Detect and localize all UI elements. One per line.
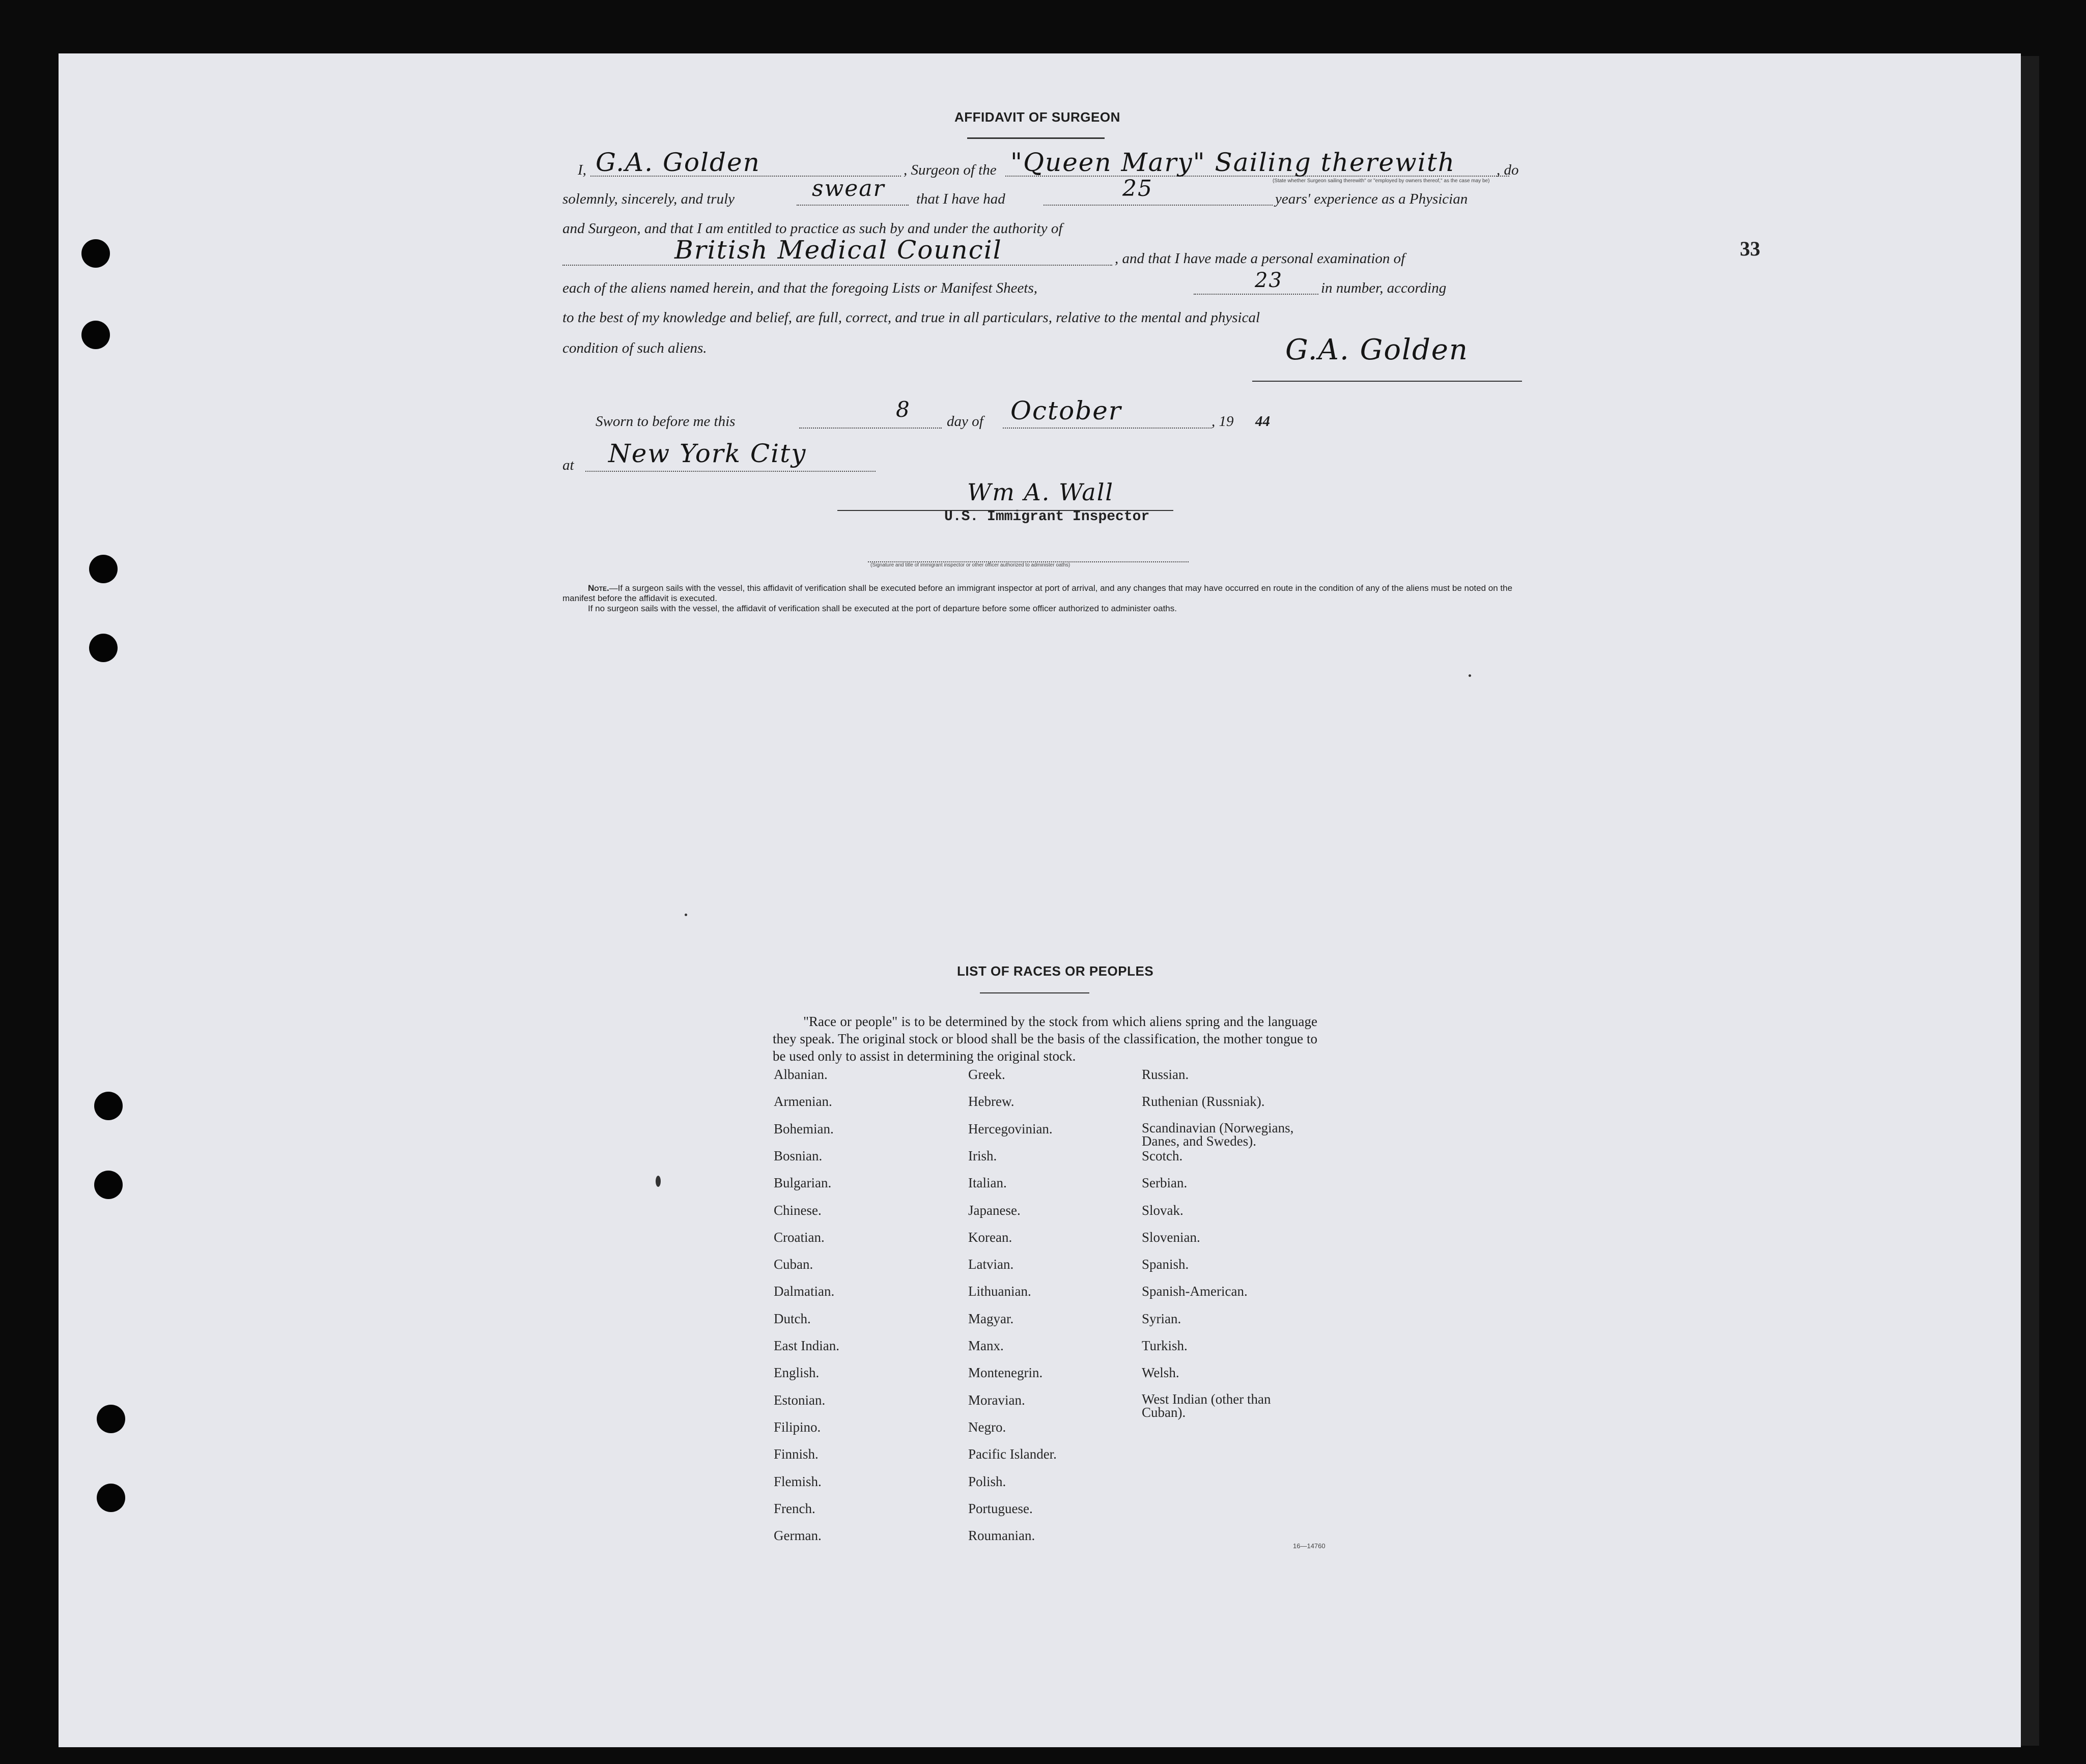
race-item: Turkish. — [1142, 1338, 1188, 1353]
note-text-1: —If a surgeon sails with the vessel, this affidavit of verification shall be executed before an immigrant inspector at port of arrival, and any changes that may have occurred en route in the condition of any of the aliens must be noted on the manifest before the affidavit is executed. — [562, 583, 1513, 603]
place-name: New York City — [608, 439, 807, 468]
race-item: Portuguese. — [968, 1501, 1033, 1516]
race-item: Bohemian. — [774, 1121, 834, 1136]
binder-hole — [97, 1405, 125, 1433]
race-item: Lithuanian. — [968, 1284, 1031, 1299]
years-experience: 25 — [1122, 176, 1153, 202]
line5-prefix: each of the aliens named herein, and that the foregoing Lists or Manifest Sheets, — [562, 280, 1037, 296]
race-item: German. — [774, 1528, 822, 1543]
form-code: 16—14760 — [1293, 1542, 1326, 1550]
race-item: East Indian. — [774, 1338, 839, 1353]
race-item: Chinese. — [774, 1203, 822, 1218]
race-item: Japanese. — [968, 1203, 1021, 1218]
surgeon-name: G.A. Golden — [596, 148, 760, 177]
race-item: Italian. — [968, 1175, 1007, 1190]
races-title: LIST OF RACES OR PEOPLES — [957, 963, 1154, 979]
surgeon-signature: G.A. Golden — [1285, 333, 1469, 366]
race-item: West Indian (other than Cuban). — [1142, 1391, 1271, 1420]
races-intro: "Race or people" is to be determined by the stock from which aliens spring and the language they speak. The original stock or blood shall be the basis of the classification, the mother tongue to be used only to assist in determining the original stock. — [773, 1014, 1317, 1064]
sheets-count: 23 — [1255, 269, 1283, 292]
race-item: Manx. — [968, 1338, 1004, 1353]
line2-prefix: solemnly, sincerely, and truly — [562, 191, 735, 207]
race-item: Dutch. — [774, 1311, 811, 1326]
oath-line — [797, 205, 909, 206]
race-item: Montenegrin. — [968, 1365, 1043, 1380]
title-underline — [967, 137, 1105, 139]
race-item: Welsh. — [1142, 1365, 1179, 1380]
line1-prefix: I, — [578, 162, 586, 178]
affidavit-title: AFFIDAVIT OF SURGEON — [954, 109, 1120, 125]
race-item: Bosnian. — [774, 1148, 823, 1163]
scan-speck — [1469, 674, 1471, 677]
race-item: Estonian. — [774, 1392, 826, 1408]
races-title-underline — [980, 992, 1089, 993]
binder-hole — [97, 1484, 125, 1512]
years-line — [1044, 205, 1273, 206]
place-line — [585, 471, 876, 472]
signature-caption: (Signature and title of immigrant inspector or other officer authorized to administer oaths) — [870, 562, 1070, 568]
race-item: Spanish-American. — [1142, 1284, 1248, 1299]
surgeon-of-label: , Surgeon of the — [904, 162, 997, 178]
binder-hole — [94, 1092, 123, 1120]
race-item: Negro. — [968, 1419, 1006, 1435]
inspector-title: U.S. Immigrant Inspector — [944, 509, 1150, 525]
line5-suffix: in number, according — [1321, 280, 1447, 296]
race-item: Latvian. — [968, 1257, 1014, 1272]
race-item: Armenian. — [774, 1094, 832, 1109]
race-item: English. — [774, 1365, 820, 1380]
signature-line — [1252, 381, 1522, 382]
line6: to the best of my knowledge and belief, are full, correct, and true in all particulars, relative to the mental and physical — [562, 309, 1260, 326]
race-item: Magyar. — [968, 1311, 1014, 1326]
line3: and Surgeon, and that I am entitled to practice as such by and under the authority of — [562, 220, 1063, 237]
day-line — [799, 428, 942, 429]
authority-name: British Medical Council — [674, 235, 1002, 265]
race-item: Albanian. — [774, 1067, 828, 1082]
vessel-name: "Queen Mary" Sailing therewith — [1010, 148, 1456, 177]
binder-hole — [89, 634, 118, 662]
line2-suffix: years' experience as a Physician — [1275, 191, 1468, 207]
year-prefix: , 19 — [1211, 413, 1234, 430]
scan-speck — [656, 1176, 661, 1187]
race-item: Hebrew. — [968, 1094, 1014, 1109]
race-item: Pacific Islander. — [968, 1446, 1057, 1462]
race-item: Cuban. — [774, 1257, 813, 1272]
binder-hole — [81, 239, 110, 268]
race-item: Slovenian. — [1142, 1230, 1200, 1245]
sheets-line — [1194, 294, 1318, 295]
sworn-day: 8 — [896, 397, 911, 422]
race-item: Syrian. — [1142, 1311, 1181, 1326]
vessel-instruction: (State whether Surgeon sailing therewith" or "employed by owners thereof," as the case may be) — [1273, 178, 1490, 184]
line7: condition of such aliens. — [562, 340, 707, 356]
race-item: Irish. — [968, 1148, 997, 1163]
race-item: Scandinavian (Norwegians, Danes, and Swedes). — [1142, 1120, 1294, 1149]
do-label: , do — [1497, 162, 1519, 178]
oath-word: swear — [812, 176, 885, 202]
race-item: Korean. — [968, 1230, 1012, 1245]
race-item: Moravian. — [968, 1392, 1025, 1408]
race-item: Hercegovinian. — [968, 1121, 1053, 1136]
at-label: at — [562, 457, 574, 473]
note-label: Note. — [588, 583, 609, 593]
binder-hole — [94, 1171, 123, 1199]
race-item: French. — [774, 1501, 815, 1516]
race-item: Croatian. — [774, 1230, 825, 1245]
line2-middle: that I have had — [916, 191, 1005, 207]
binder-hole — [81, 321, 110, 349]
scan-speck — [685, 914, 687, 916]
race-item: Russian. — [1142, 1067, 1189, 1082]
race-item: Serbian. — [1142, 1175, 1188, 1190]
sworn-prefix: Sworn to before me this — [596, 413, 736, 430]
race-item: Greek. — [968, 1067, 1005, 1082]
race-item: Polish. — [968, 1474, 1006, 1489]
race-item: Filipino. — [774, 1419, 821, 1435]
affidavit-note — [562, 583, 1530, 614]
document-page — [59, 53, 2021, 1747]
day-of-label: day of — [947, 413, 983, 430]
race-item: Roumanian. — [968, 1528, 1035, 1543]
race-item: Bulgarian. — [774, 1175, 832, 1190]
line4-suffix: , and that I have made a personal examination of — [1115, 250, 1405, 267]
race-item: Flemish. — [774, 1474, 822, 1489]
sworn-month: October — [1010, 396, 1122, 425]
note-text-2: If no surgeon sails with the vessel, the affidavit of verification shall be executed at the port of departure before some officer authorized to administer oaths. — [588, 604, 1177, 613]
authority-line — [562, 265, 1112, 266]
page-edge — [2021, 56, 2039, 1746]
page-number: 33 — [1740, 237, 1760, 260]
month-line — [1003, 428, 1211, 429]
race-item: Ruthenian (Russniak). — [1142, 1094, 1265, 1109]
sworn-year: 44 — [1255, 413, 1270, 430]
race-item: Spanish. — [1142, 1257, 1189, 1272]
binder-hole — [89, 555, 118, 583]
race-item: Dalmatian. — [774, 1284, 835, 1299]
race-item: Slovak. — [1142, 1203, 1183, 1218]
race-item: Finnish. — [774, 1446, 819, 1462]
race-item: Scotch. — [1142, 1148, 1183, 1163]
inspector-signature: Wm A. Wall — [967, 478, 1114, 506]
